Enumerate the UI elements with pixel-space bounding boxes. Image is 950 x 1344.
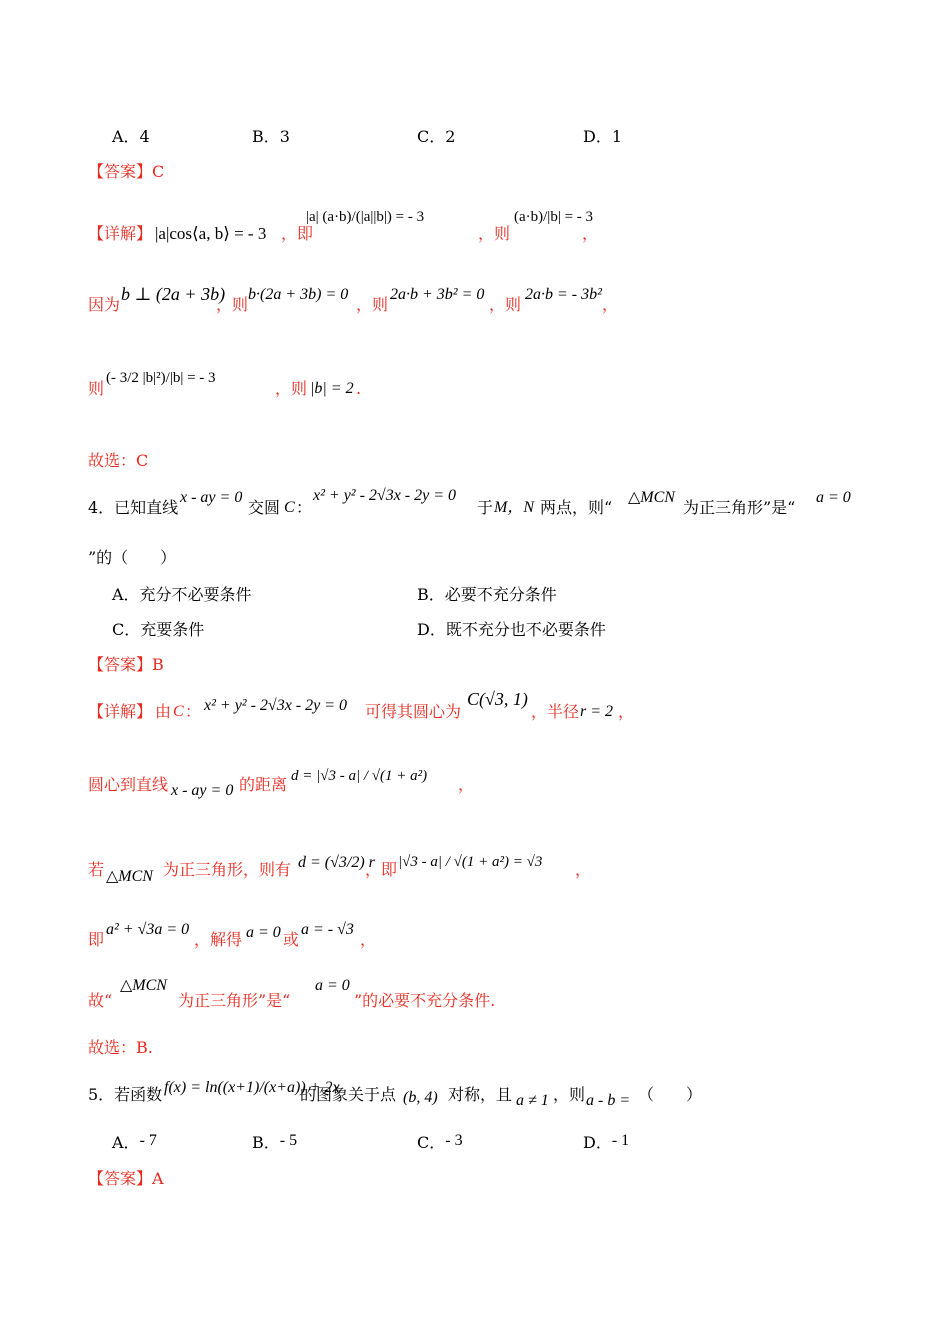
text: ， (618, 702, 635, 721)
q5-option-d (583, 1132, 630, 1152)
formula: |√3 - a| / √(1 + a²) = √3 (398, 854, 543, 870)
text: ，则 (478, 224, 511, 243)
q3-option-d: D．1 (583, 127, 623, 146)
q5-option-a (112, 1132, 157, 1152)
text: 的图象关于点 (300, 1085, 397, 1104)
option-label: A． (112, 1133, 140, 1152)
text: ，半径 (531, 702, 580, 721)
text: 对称，且 (448, 1085, 513, 1104)
text: （ ） (638, 1085, 703, 1104)
option-label: C． (417, 1133, 446, 1152)
text: 由 (155, 702, 172, 721)
detail-label: 【详解】 (88, 224, 153, 243)
formula: |a|cos⟨a, b⟩ = - 3 (155, 224, 267, 243)
text: ， (582, 224, 599, 243)
text: ， (575, 860, 592, 879)
q4-option-d: D．既不充分也不必要条件 (417, 620, 606, 639)
q5-option-c (417, 1132, 463, 1152)
triangle: △MCN (628, 489, 675, 506)
text: ， (458, 775, 475, 794)
formula: 2a·b = - 3b² (525, 286, 602, 303)
text: 若 (88, 860, 105, 879)
formula: 2a·b + 3b² = 0 (390, 286, 485, 303)
text: 因为 (88, 295, 121, 314)
text: 可得其圆心为 (365, 702, 462, 721)
formula: x² + y² - 2√3x - 2y = 0 (204, 697, 348, 714)
text: 圆心到直线 (88, 775, 169, 794)
formula: a = 0 (246, 924, 281, 941)
formula: x - ay = 0 (180, 489, 243, 506)
point: (b, 4) (403, 1089, 438, 1106)
text: 则 (88, 379, 105, 398)
q4-option-a: A．充分不必要条件 (112, 585, 252, 604)
q3-conclusion: 故选：C (88, 451, 149, 470)
option-value: - 7 (139, 1132, 157, 1149)
option-value: - 5 (279, 1132, 298, 1149)
formula: C(√3, 1) (467, 689, 528, 709)
text: 5．若函数 (88, 1085, 163, 1104)
text: 为正三角形”是“ (683, 498, 796, 517)
text: ， (360, 930, 377, 949)
formula: f(x) = ln((x+1)/(x+a)) + 2x (164, 1079, 340, 1096)
text: . (356, 379, 362, 398)
text: 故“ (88, 991, 113, 1010)
text: 4．已知直线 (88, 498, 179, 517)
formula: |b| = 2 (310, 380, 354, 397)
circle-name: C (173, 703, 184, 720)
option-label: B． (252, 1133, 280, 1152)
formula: d = |√3 - a| / √(1 + a²) (291, 768, 428, 784)
formula: a = 0 (315, 977, 350, 994)
formula: (a·b)/|b| = - 3 (514, 209, 594, 225)
detail-label: 【详解】 (88, 702, 153, 721)
formula: r = 2 (580, 703, 614, 720)
text: 为正三角形”是“ (178, 991, 291, 1010)
triangle: △MCN (106, 868, 153, 885)
option-value: - 1 (611, 1132, 630, 1149)
option-label: D． (583, 1133, 612, 1152)
condition: a ≠ 1 (516, 1092, 549, 1109)
q4-conclusion: 故选：B. (88, 1038, 153, 1057)
text: ，解得 (194, 930, 243, 949)
text: ，则 (489, 295, 522, 314)
formula: d = (√3/2) r (298, 854, 375, 871)
q3-option-b: B．3 (252, 127, 290, 146)
condition: a = 0 (816, 489, 851, 506)
text: 即 (88, 930, 105, 949)
text: ： (296, 498, 313, 517)
expression: a - b = (586, 1092, 631, 1109)
q4-option-b: B．必要不充分条件 (417, 585, 557, 604)
formula: a² + √3a = 0 (106, 921, 190, 938)
triangle: △MCN (120, 977, 167, 994)
q4-answer: 【答案】B (88, 655, 164, 674)
points: M，N (494, 499, 535, 516)
formula: b·(2a + 3b) = 0 (248, 286, 349, 303)
formula: x - ay = 0 (171, 782, 234, 799)
q3-answer: 【答案】C (88, 162, 165, 181)
text: 的距离 (239, 775, 288, 794)
formula: (- 3/2 |b|²)/|b| = - 3 (106, 370, 216, 386)
q4-stem-end: ”的（ ） (88, 548, 177, 567)
text: ”的必要不充分条件. (354, 991, 496, 1010)
text: ： (185, 702, 202, 721)
text: ，则 (275, 379, 308, 398)
circle-name: C (284, 499, 295, 516)
text: ，即 (365, 860, 398, 879)
text: ，则 (553, 1085, 586, 1104)
q5-answer: 【答案】A (88, 1169, 164, 1188)
q5-option-b (252, 1132, 298, 1152)
text: 交圆 (248, 498, 281, 517)
option-value: - 3 (445, 1132, 463, 1149)
text: 或 (283, 930, 300, 949)
formula: a = - √3 (301, 921, 354, 938)
formula: b ⊥ (2a + 3b) (121, 284, 226, 304)
text: 于 (477, 498, 494, 517)
q3-option-c: C．2 (417, 127, 456, 146)
text: ，则 (356, 295, 389, 314)
text: ，则 (216, 295, 249, 314)
text: 为正三角形，则有 (163, 860, 292, 879)
q4-option-c: C．充要条件 (112, 620, 205, 639)
formula: x² + y² - 2√3x - 2y = 0 (313, 487, 457, 504)
text: 两点，则“ (540, 498, 613, 517)
text: ，即 (281, 224, 314, 243)
formula: |a| (a·b)/(|a||b|) = - 3 (306, 209, 425, 225)
q3-option-a: A．4 (112, 127, 150, 146)
text: ， (602, 295, 619, 314)
